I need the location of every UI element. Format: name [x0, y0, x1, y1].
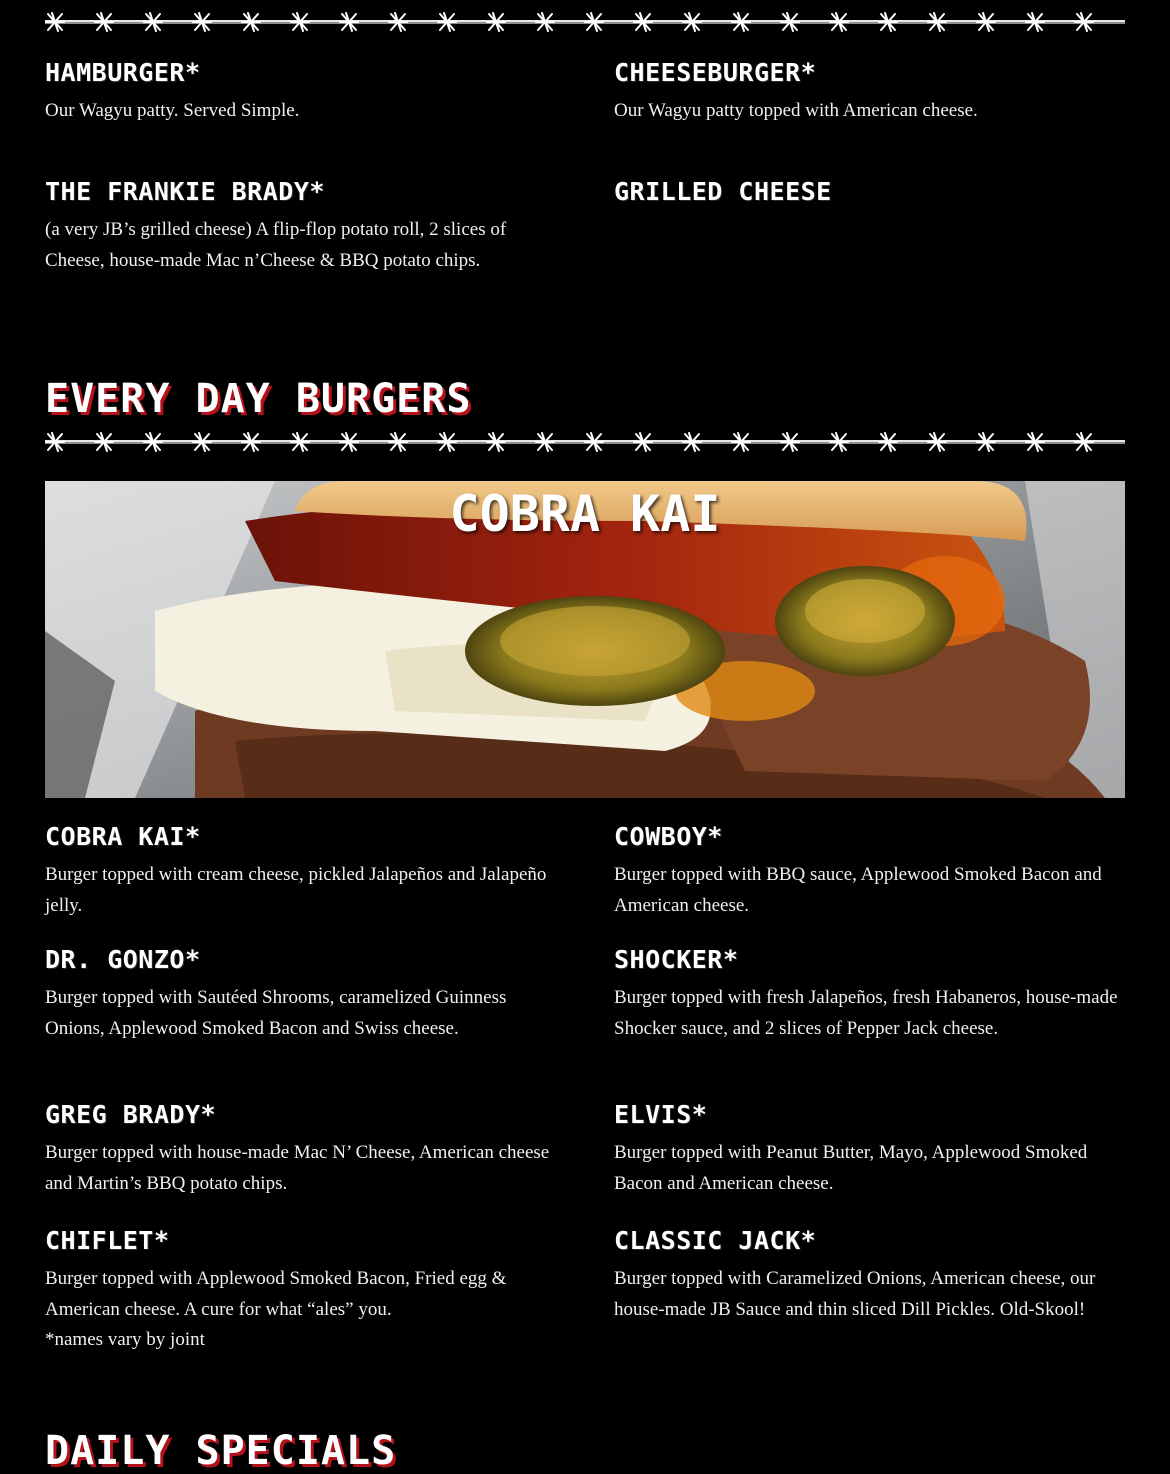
hero-title: COBRA KAI: [449, 485, 721, 543]
menu-item-dr-gonzo: [45, 947, 555, 1044]
menu-item-description: Burger topped with house-made Mac N’ Cheese, American cheese and Martin’s BBQ potato chips.: [45, 1142, 550, 1194]
section-title-every-day-burgers: EVERY DAY BURGERS: [45, 376, 472, 422]
section-title-daily-specials: DAILY SPECIALS: [45, 1428, 397, 1474]
menu-item-greg-brady: [45, 1102, 555, 1199]
menu-item-name: COWBOY*: [614, 822, 723, 851]
menu-item-name: HAMBURGER*: [45, 58, 201, 87]
menu-item-description: Our Wagyu patty. Served Simple.: [45, 100, 300, 121]
menu-item-description: Our Wagyu patty topped with American cheese.: [614, 100, 978, 121]
menu-item-name: ELVIS*: [614, 1100, 708, 1129]
menu-item-name: GREG BRADY*: [45, 1100, 217, 1129]
menu-item-name: THE FRANKIE BRADY*: [45, 177, 325, 206]
menu-item-name: GRILLED CHEESE: [614, 177, 832, 206]
hero-image-cobra-kai: [45, 481, 1125, 798]
menu-item-description: Burger topped with Applewood Smoked Bacon, Fried egg & American cheese. A cure for what “ales” you. *names vary by joint: [45, 1268, 507, 1350]
menu-item-elvis: [614, 1102, 1124, 1199]
menu-item-name: SHOCKER*: [614, 945, 739, 974]
barbed-wire-icon: [45, 430, 1125, 454]
menu-item-description: Burger topped with BBQ sauce, Applewood Smoked Bacon and American cheese.: [614, 864, 1102, 916]
menu-item-shocker: [614, 947, 1124, 1044]
barbed-wire-divider-burgers: [45, 430, 1125, 454]
menu-item-grilled-cheese: [614, 179, 1124, 215]
menu-item-cowboy: [614, 824, 1124, 921]
barbed-wire-icon: [45, 10, 1125, 34]
menu-item-description: Burger topped with Caramelized Onions, American cheese, our house-made JB Sauce and thin sliced Dill Pickles. Old-Skool!: [614, 1268, 1096, 1320]
menu-item-name: COBRA KAI*: [45, 822, 201, 851]
menu-item-description: (a very JB’s grilled cheese) A flip-flop potato roll, 2 slices of Cheese, house-made Mac n’Cheese & BBQ potato chips.: [45, 219, 507, 271]
menu-item-name: DR. GONZO*: [45, 945, 201, 974]
menu-item-description: Burger topped with cream cheese, pickled Jalapeños and Jalapeño jelly.: [45, 864, 547, 916]
menu-item-description: Burger topped with fresh Jalapeños, fresh Habaneros, house-made Shocker sauce, and 2 slices of Pepper Jack cheese.: [614, 987, 1118, 1039]
menu-item-description: Burger topped with Peanut Butter, Mayo, Applewood Smoked Bacon and American cheese.: [614, 1142, 1088, 1194]
menu-item-name: CHEESEBURGER*: [614, 58, 817, 87]
menu-item-classic-jack: [614, 1228, 1124, 1325]
menu-item-hamburger: [45, 60, 555, 127]
menu-item-frankie-brady: [45, 179, 555, 276]
menu-item-description: Burger topped with Sautéed Shrooms, caramelized Guinness Onions, Applewood Smoked Bacon and Swiss cheese.: [45, 987, 507, 1039]
menu-item-chiflet: [45, 1228, 555, 1356]
menu-item-name: CHIFLET*: [45, 1226, 170, 1255]
barbed-wire-divider-top: [45, 10, 1125, 34]
menu-item-cheeseburger: [614, 60, 1124, 127]
menu-item-name: CLASSIC JACK*: [614, 1226, 817, 1255]
menu-item-cobra-kai: [45, 824, 555, 921]
